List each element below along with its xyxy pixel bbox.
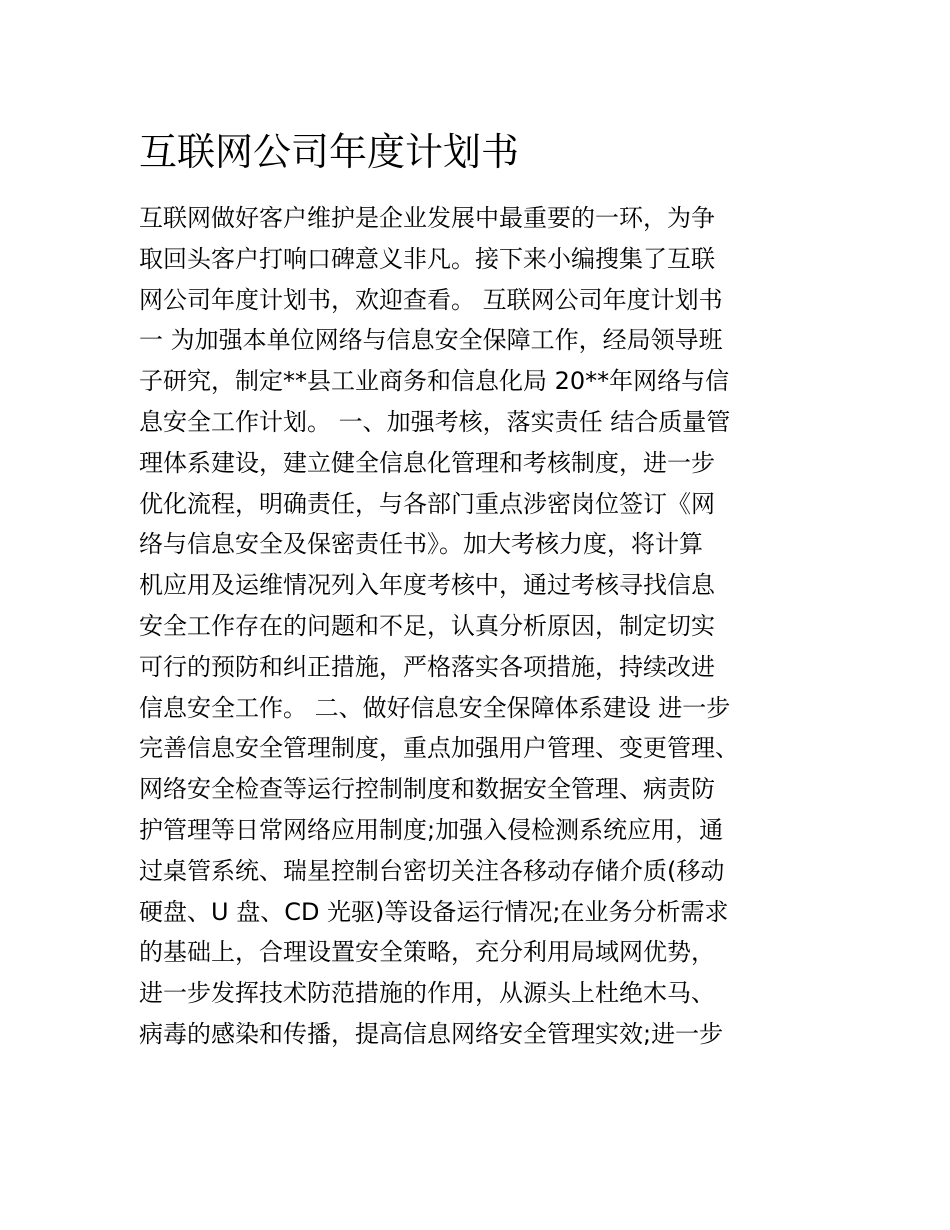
body-line-21: 病毒的感染和传播，提高信息网络安全管理实效;进一步 xyxy=(139,1019,724,1048)
body-line-13: 信息安全工作。 二、做好信息安全保障体系建设 进一步 xyxy=(139,693,731,722)
body-line-15: 网络安全检查等运行控制制度和数据安全管理、病责防 xyxy=(139,775,715,804)
body-line-9: 络与信息安全及保密责任书》。加大考核力度，将计算 xyxy=(139,530,703,559)
body-line-18: 硬盘、U 盘、CD 光驱)等设备运行情况;在业务分析需求 xyxy=(139,897,729,926)
document-title: 互联网公司年度计划书 xyxy=(139,130,520,174)
body-line-2: 取回头客户打响口碑意义非凡。接下来小编搜集了互联 xyxy=(139,244,715,273)
body-line-14: 完善信息安全管理制度，重点加强用户管理、变更管理、 xyxy=(139,734,739,763)
document-body xyxy=(139,198,819,1055)
body-line-4: 一 为加强本单位网络与信息安全保障工作，经局领导班 xyxy=(139,326,723,355)
body-line-11: 安全工作存在的问题和不足，认真分析原因，制定切实 xyxy=(139,611,715,640)
body-line-10: 机应用及运维情况列入年度考核中，通过考核寻找信息 xyxy=(139,571,715,600)
body-line-3: 网公司年度计划书，欢迎查看。 互联网公司年度计划书 xyxy=(139,285,723,314)
body-line-1: 互联网做好客户维护是企业发展中最重要的一环，为争 xyxy=(139,204,715,232)
body-line-12: 可行的预防和纠正措施，严格落实各项措施，持续改进 xyxy=(139,652,715,681)
body-line-16: 护管理等日常网络应用制度;加强入侵检测系统应用，通 xyxy=(139,815,724,844)
body-line-19: 的基础上，合理设置安全策略，充分利用局域网优势， xyxy=(139,938,715,967)
body-line-17: 过桌管系统、瑞星控制台密切关注各移动存储介质(移动 xyxy=(139,856,725,885)
body-line-5: 子研究，制定**县工业商务和信息化局 20**年网络与信 xyxy=(139,367,730,396)
body-line-8: 优化流程，明确责任，与各部门重点涉密岗位签订《网 xyxy=(139,489,715,518)
body-line-6: 息安全工作计划。 一、加强考核，落实责任 结合质量管 xyxy=(139,407,731,436)
body-line-7: 理体系建设，建立健全信息化管理和考核制度，进一步 xyxy=(139,448,715,477)
body-line-20: 进一步发挥技术防范措施的作用，从源头上杜绝木马、 xyxy=(139,979,715,1008)
